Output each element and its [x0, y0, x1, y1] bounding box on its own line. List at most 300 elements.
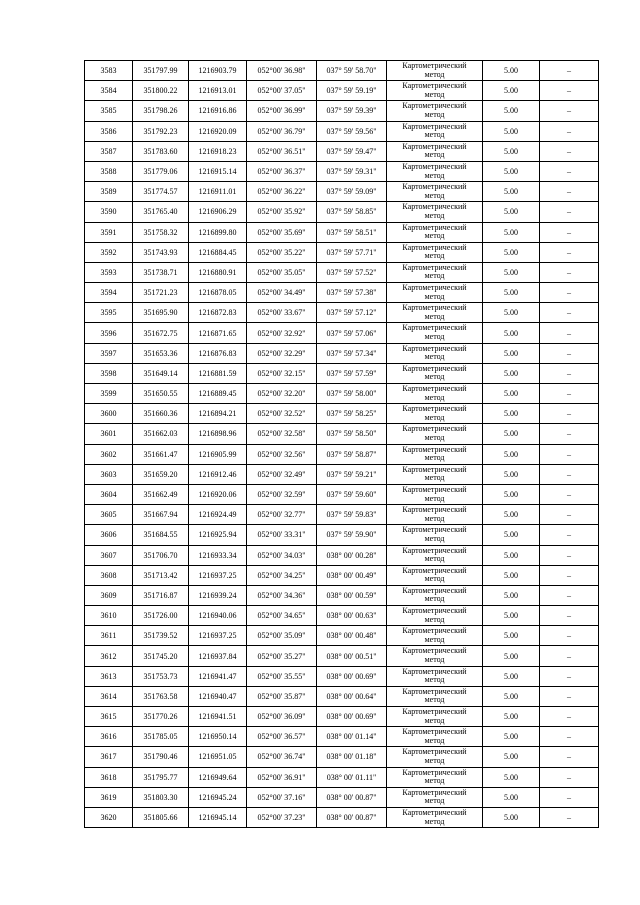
- y-coordinate-cell: 1216949.64: [189, 767, 247, 787]
- latitude-cell: 052°00' 32.56": [247, 444, 317, 464]
- longitude-cell: 038° 00' 00.87": [317, 807, 387, 827]
- y-coordinate-cell: 1216916.86: [189, 101, 247, 121]
- point-number-cell: 3588: [85, 161, 133, 181]
- method-cell: [387, 363, 483, 383]
- latitude-cell: 052°00' 32.92": [247, 323, 317, 343]
- method-cell: [387, 666, 483, 686]
- latitude-cell: 052°00' 35.87": [247, 686, 317, 706]
- method-line-2: метод: [424, 271, 445, 281]
- x-coordinate-cell: 351783.60: [133, 141, 189, 161]
- method-cell: [387, 606, 483, 626]
- note-cell: –: [540, 424, 599, 444]
- note-cell: –: [540, 666, 599, 686]
- y-coordinate-cell: 1216903.79: [189, 61, 247, 81]
- longitude-cell: 038° 00' 01.11": [317, 767, 387, 787]
- method-line-2: метод: [424, 130, 445, 140]
- note-cell: –: [540, 141, 599, 161]
- table-row: [85, 666, 599, 686]
- method-line-1: Картометрический: [402, 484, 467, 494]
- point-number-cell: 3598: [85, 363, 133, 383]
- accuracy-cell: 5.00: [483, 686, 540, 706]
- accuracy-cell: 5.00: [483, 464, 540, 484]
- point-number-cell: 3596: [85, 323, 133, 343]
- method-line-1: Картометрический: [402, 283, 467, 293]
- point-number-cell: 3594: [85, 283, 133, 303]
- accuracy-cell: 5.00: [483, 707, 540, 727]
- longitude-cell: 038° 00' 00.48": [317, 626, 387, 646]
- method-line-2: метод: [424, 554, 445, 564]
- y-coordinate-cell: 1216871.65: [189, 323, 247, 343]
- method-cell: [387, 505, 483, 525]
- x-coordinate-cell: 351800.22: [133, 81, 189, 101]
- accuracy-cell: 5.00: [483, 505, 540, 525]
- method-line-2: метод: [424, 150, 445, 160]
- method-line-2: метод: [424, 69, 445, 79]
- table-row: [85, 545, 599, 565]
- latitude-cell: 052°00' 36.79": [247, 121, 317, 141]
- method-line-2: метод: [424, 634, 445, 644]
- point-number-cell: 3600: [85, 404, 133, 424]
- x-coordinate-cell: 351805.66: [133, 807, 189, 827]
- table-body: [85, 61, 599, 828]
- y-coordinate-cell: 1216941.47: [189, 666, 247, 686]
- method-cell: [387, 101, 483, 121]
- table-row: [85, 323, 599, 343]
- latitude-cell: 052°00' 36.74": [247, 747, 317, 767]
- table-row: [85, 222, 599, 242]
- latitude-cell: 052°00' 32.52": [247, 404, 317, 424]
- method-cell: [387, 444, 483, 464]
- longitude-cell: 037° 59' 57.52": [317, 262, 387, 282]
- latitude-cell: 052°00' 35.92": [247, 202, 317, 222]
- point-number-cell: 3607: [85, 545, 133, 565]
- y-coordinate-cell: 1216918.23: [189, 141, 247, 161]
- latitude-cell: 052°00' 32.29": [247, 343, 317, 363]
- point-number-cell: 3608: [85, 565, 133, 585]
- accuracy-cell: 5.00: [483, 747, 540, 767]
- point-number-cell: 3602: [85, 444, 133, 464]
- method-line-1: Картометрический: [402, 222, 467, 232]
- method-line-1: Картометрический: [402, 81, 467, 91]
- point-number-cell: 3593: [85, 262, 133, 282]
- x-coordinate-cell: 351779.06: [133, 161, 189, 181]
- method-cell: [387, 424, 483, 444]
- table-row: [85, 525, 599, 545]
- note-cell: –: [540, 565, 599, 585]
- accuracy-cell: 5.00: [483, 242, 540, 262]
- accuracy-cell: 5.00: [483, 384, 540, 404]
- point-number-cell: 3587: [85, 141, 133, 161]
- method-line-2: метод: [424, 109, 445, 119]
- note-cell: –: [540, 444, 599, 464]
- table-row: [85, 101, 599, 121]
- latitude-cell: 052°00' 34.36": [247, 585, 317, 605]
- note-cell: –: [540, 384, 599, 404]
- accuracy-cell: 5.00: [483, 585, 540, 605]
- accuracy-cell: 5.00: [483, 424, 540, 444]
- method-line-1: Картометрический: [402, 707, 467, 716]
- point-number-cell: 3615: [85, 707, 133, 727]
- longitude-cell: 037° 59' 59.47": [317, 141, 387, 161]
- x-coordinate-cell: 351770.26: [133, 707, 189, 727]
- accuracy-cell: 5.00: [483, 807, 540, 827]
- note-cell: –: [540, 807, 599, 827]
- y-coordinate-cell: 1216941.51: [189, 707, 247, 727]
- method-line-1: Картометрический: [402, 585, 467, 595]
- note-cell: –: [540, 727, 599, 747]
- method-cell: [387, 242, 483, 262]
- method-cell: [387, 182, 483, 202]
- latitude-cell: 052°00' 36.51": [247, 141, 317, 161]
- method-line-2: метод: [424, 231, 445, 241]
- note-cell: –: [540, 606, 599, 626]
- x-coordinate-cell: 351792.23: [133, 121, 189, 141]
- longitude-cell: 037° 59' 58.87": [317, 444, 387, 464]
- longitude-cell: 038° 00' 01.18": [317, 747, 387, 767]
- table-row: [85, 262, 599, 282]
- accuracy-cell: 5.00: [483, 101, 540, 121]
- latitude-cell: 052°00' 36.22": [247, 182, 317, 202]
- method-line-1: Картометрический: [402, 182, 467, 192]
- x-coordinate-cell: 351803.30: [133, 787, 189, 807]
- longitude-cell: 037° 59' 57.06": [317, 323, 387, 343]
- method-cell: [387, 202, 483, 222]
- method-line-1: Картометрический: [402, 202, 467, 212]
- accuracy-cell: 5.00: [483, 727, 540, 747]
- longitude-cell: 037° 59' 59.60": [317, 484, 387, 504]
- y-coordinate-cell: 1216884.45: [189, 242, 247, 262]
- method-line-2: метод: [424, 291, 445, 301]
- table-row: [85, 807, 599, 827]
- table-row: [85, 283, 599, 303]
- latitude-cell: 052°00' 36.91": [247, 767, 317, 787]
- y-coordinate-cell: 1216912.46: [189, 464, 247, 484]
- y-coordinate-cell: 1216951.05: [189, 747, 247, 767]
- method-line-1: Картометрический: [402, 646, 467, 656]
- longitude-cell: 038° 00' 00.63": [317, 606, 387, 626]
- longitude-cell: 037° 59' 58.00": [317, 384, 387, 404]
- note-cell: –: [540, 767, 599, 787]
- y-coordinate-cell: 1216906.29: [189, 202, 247, 222]
- table-row: [85, 585, 599, 605]
- method-line-1: Картометрический: [402, 444, 467, 454]
- note-cell: –: [540, 686, 599, 706]
- note-cell: –: [540, 525, 599, 545]
- y-coordinate-cell: 1216940.47: [189, 686, 247, 706]
- x-coordinate-cell: 351659.20: [133, 464, 189, 484]
- y-coordinate-cell: 1216898.96: [189, 424, 247, 444]
- latitude-cell: 052°00' 36.57": [247, 727, 317, 747]
- method-cell: [387, 323, 483, 343]
- method-cell: [387, 807, 483, 827]
- y-coordinate-cell: 1216925.94: [189, 525, 247, 545]
- x-coordinate-cell: 351653.36: [133, 343, 189, 363]
- method-line-2: метод: [424, 190, 445, 200]
- point-number-cell: 3605: [85, 505, 133, 525]
- table-row: [85, 787, 599, 807]
- note-cell: –: [540, 81, 599, 101]
- method-cell: [387, 585, 483, 605]
- point-number-cell: 3584: [85, 81, 133, 101]
- table-row: [85, 606, 599, 626]
- longitude-cell: 038° 00' 00.69": [317, 707, 387, 727]
- latitude-cell: 052°00' 35.05": [247, 262, 317, 282]
- table-row: [85, 747, 599, 767]
- method-line-2: метод: [424, 715, 445, 725]
- x-coordinate-cell: 351716.87: [133, 585, 189, 605]
- x-coordinate-cell: 351738.71: [133, 262, 189, 282]
- note-cell: –: [540, 787, 599, 807]
- y-coordinate-cell: 1216945.24: [189, 787, 247, 807]
- latitude-cell: 052°00' 32.59": [247, 484, 317, 504]
- table-row: [85, 505, 599, 525]
- table-row: [85, 202, 599, 222]
- y-coordinate-cell: 1216933.34: [189, 545, 247, 565]
- longitude-cell: 037° 59' 59.19": [317, 81, 387, 101]
- longitude-cell: 037° 59' 58.70": [317, 61, 387, 81]
- longitude-cell: 037° 59' 57.38": [317, 283, 387, 303]
- accuracy-cell: 5.00: [483, 363, 540, 383]
- table-row: [85, 484, 599, 504]
- method-cell: [387, 81, 483, 101]
- y-coordinate-cell: 1216899.80: [189, 222, 247, 242]
- table-row: [85, 464, 599, 484]
- method-line-1: Картометрический: [402, 424, 467, 434]
- table-row: [85, 444, 599, 464]
- method-line-2: метод: [424, 513, 445, 523]
- accuracy-cell: 5.00: [483, 444, 540, 464]
- note-cell: –: [540, 323, 599, 343]
- point-number-cell: 3619: [85, 787, 133, 807]
- y-coordinate-cell: 1216905.99: [189, 444, 247, 464]
- point-number-cell: 3611: [85, 626, 133, 646]
- x-coordinate-cell: 351790.46: [133, 747, 189, 767]
- method-line-2: метод: [424, 412, 445, 422]
- x-coordinate-cell: 351706.70: [133, 545, 189, 565]
- method-cell: [387, 707, 483, 727]
- note-cell: –: [540, 283, 599, 303]
- x-coordinate-cell: 351745.20: [133, 646, 189, 666]
- longitude-cell: 038° 00' 00.64": [317, 686, 387, 706]
- point-number-cell: 3617: [85, 747, 133, 767]
- table-row: [85, 384, 599, 404]
- latitude-cell: 052°00' 35.22": [247, 242, 317, 262]
- note-cell: –: [540, 646, 599, 666]
- point-number-cell: 3610: [85, 606, 133, 626]
- accuracy-cell: 5.00: [483, 121, 540, 141]
- point-number-cell: 3620: [85, 807, 133, 827]
- y-coordinate-cell: 1216878.05: [189, 283, 247, 303]
- latitude-cell: 052°00' 36.09": [247, 707, 317, 727]
- method-line-1: Картометрический: [402, 767, 467, 777]
- longitude-cell: 037° 59' 59.21": [317, 464, 387, 484]
- longitude-cell: 037° 59' 57.34": [317, 343, 387, 363]
- method-cell: [387, 484, 483, 504]
- note-cell: –: [540, 303, 599, 323]
- method-line-1: Картометрический: [402, 404, 467, 414]
- method-line-1: Картометрический: [402, 323, 467, 333]
- longitude-cell: 037° 59' 59.39": [317, 101, 387, 121]
- accuracy-cell: 5.00: [483, 606, 540, 626]
- y-coordinate-cell: 1216911.01: [189, 182, 247, 202]
- accuracy-cell: 5.00: [483, 404, 540, 424]
- table-row: [85, 141, 599, 161]
- note-cell: –: [540, 101, 599, 121]
- x-coordinate-cell: 351684.55: [133, 525, 189, 545]
- longitude-cell: 037° 59' 58.51": [317, 222, 387, 242]
- method-cell: [387, 384, 483, 404]
- latitude-cell: 052°00' 35.69": [247, 222, 317, 242]
- y-coordinate-cell: 1216880.91: [189, 262, 247, 282]
- x-coordinate-cell: 351774.57: [133, 182, 189, 202]
- note-cell: –: [540, 61, 599, 81]
- longitude-cell: 037° 59' 57.12": [317, 303, 387, 323]
- latitude-cell: 052°00' 32.58": [247, 424, 317, 444]
- longitude-cell: 037° 59' 58.50": [317, 424, 387, 444]
- method-line-1: Картометрический: [402, 606, 467, 616]
- method-line-1: Картометрический: [402, 727, 467, 737]
- note-cell: –: [540, 585, 599, 605]
- longitude-cell: 038° 00' 00.69": [317, 666, 387, 686]
- method-cell: [387, 283, 483, 303]
- x-coordinate-cell: 351739.52: [133, 626, 189, 646]
- y-coordinate-cell: 1216920.09: [189, 121, 247, 141]
- latitude-cell: 052°00' 34.25": [247, 565, 317, 585]
- table-row: [85, 727, 599, 747]
- y-coordinate-cell: 1216937.84: [189, 646, 247, 666]
- accuracy-cell: 5.00: [483, 767, 540, 787]
- latitude-cell: 052°00' 36.37": [247, 161, 317, 181]
- point-number-cell: 3612: [85, 646, 133, 666]
- method-line-2: метод: [424, 574, 445, 584]
- table-row: [85, 343, 599, 363]
- x-coordinate-cell: 351743.93: [133, 242, 189, 262]
- latitude-cell: 052°00' 33.67": [247, 303, 317, 323]
- note-cell: –: [540, 505, 599, 525]
- latitude-cell: 052°00' 34.03": [247, 545, 317, 565]
- method-line-1: Картометрический: [402, 525, 467, 535]
- x-coordinate-cell: 351695.90: [133, 303, 189, 323]
- point-number-cell: 3599: [85, 384, 133, 404]
- latitude-cell: 052°00' 34.49": [247, 283, 317, 303]
- method-line-1: Картометрический: [402, 363, 467, 373]
- table-row: [85, 565, 599, 585]
- y-coordinate-cell: 1216872.83: [189, 303, 247, 323]
- latitude-cell: 052°00' 32.20": [247, 384, 317, 404]
- accuracy-cell: 5.00: [483, 565, 540, 585]
- method-cell: [387, 787, 483, 807]
- y-coordinate-cell: 1216939.24: [189, 585, 247, 605]
- method-cell: [387, 464, 483, 484]
- method-line-2: метод: [424, 170, 445, 180]
- method-cell: [387, 343, 483, 363]
- accuracy-cell: 5.00: [483, 283, 540, 303]
- point-number-cell: 3592: [85, 242, 133, 262]
- accuracy-cell: 5.00: [483, 161, 540, 181]
- x-coordinate-cell: 351785.05: [133, 727, 189, 747]
- x-coordinate-cell: 351795.77: [133, 767, 189, 787]
- method-line-1: Картометрический: [402, 505, 467, 515]
- method-line-2: метод: [424, 251, 445, 261]
- accuracy-cell: 5.00: [483, 303, 540, 323]
- accuracy-cell: 5.00: [483, 646, 540, 666]
- point-number-cell: 3590: [85, 202, 133, 222]
- method-line-1: Картометрический: [402, 161, 467, 171]
- x-coordinate-cell: 351797.99: [133, 61, 189, 81]
- x-coordinate-cell: 351758.32: [133, 222, 189, 242]
- accuracy-cell: 5.00: [483, 262, 540, 282]
- point-number-cell: 3591: [85, 222, 133, 242]
- method-cell: [387, 161, 483, 181]
- point-number-cell: 3583: [85, 61, 133, 81]
- note-cell: –: [540, 121, 599, 141]
- latitude-cell: 052°00' 37.23": [247, 807, 317, 827]
- method-line-2: метод: [424, 614, 445, 624]
- longitude-cell: 037° 59' 59.56": [317, 121, 387, 141]
- longitude-cell: 038° 00' 00.28": [317, 545, 387, 565]
- accuracy-cell: 5.00: [483, 626, 540, 646]
- method-cell: [387, 747, 483, 767]
- y-coordinate-cell: 1216915.14: [189, 161, 247, 181]
- x-coordinate-cell: 351721.23: [133, 283, 189, 303]
- table-row: [85, 686, 599, 706]
- table-row: [85, 363, 599, 383]
- note-cell: –: [540, 404, 599, 424]
- latitude-cell: 052°00' 32.49": [247, 464, 317, 484]
- method-line-1: Картометрический: [402, 242, 467, 252]
- method-cell: [387, 303, 483, 323]
- accuracy-cell: 5.00: [483, 484, 540, 504]
- method-line-2: метод: [424, 332, 445, 342]
- table-row: [85, 303, 599, 323]
- x-coordinate-cell: 351661.47: [133, 444, 189, 464]
- accuracy-cell: 5.00: [483, 222, 540, 242]
- y-coordinate-cell: 1216937.25: [189, 565, 247, 585]
- y-coordinate-cell: 1216924.49: [189, 505, 247, 525]
- method-line-1: Картометрический: [402, 747, 467, 757]
- note-cell: –: [540, 242, 599, 262]
- table-row: [85, 626, 599, 646]
- y-coordinate-cell: 1216913.01: [189, 81, 247, 101]
- note-cell: –: [540, 343, 599, 363]
- method-cell: [387, 404, 483, 424]
- method-line-2: метод: [424, 473, 445, 483]
- method-cell: [387, 565, 483, 585]
- point-number-cell: 3586: [85, 121, 133, 141]
- coordinates-table: [84, 60, 599, 828]
- method-line-1: Картометрический: [402, 384, 467, 393]
- method-cell: [387, 525, 483, 545]
- method-cell: [387, 141, 483, 161]
- longitude-cell: 037° 59' 59.83": [317, 505, 387, 525]
- latitude-cell: 052°00' 32.77": [247, 505, 317, 525]
- accuracy-cell: 5.00: [483, 525, 540, 545]
- method-cell: [387, 545, 483, 565]
- longitude-cell: 038° 00' 00.51": [317, 646, 387, 666]
- longitude-cell: 037° 59' 57.59": [317, 363, 387, 383]
- point-number-cell: 3618: [85, 767, 133, 787]
- x-coordinate-cell: 351726.00: [133, 606, 189, 626]
- y-coordinate-cell: 1216937.25: [189, 626, 247, 646]
- method-cell: [387, 222, 483, 242]
- accuracy-cell: 5.00: [483, 343, 540, 363]
- latitude-cell: 052°00' 37.16": [247, 787, 317, 807]
- note-cell: –: [540, 484, 599, 504]
- method-line-2: метод: [424, 594, 445, 604]
- longitude-cell: 038° 00' 00.59": [317, 585, 387, 605]
- y-coordinate-cell: 1216881.59: [189, 363, 247, 383]
- method-cell: [387, 727, 483, 747]
